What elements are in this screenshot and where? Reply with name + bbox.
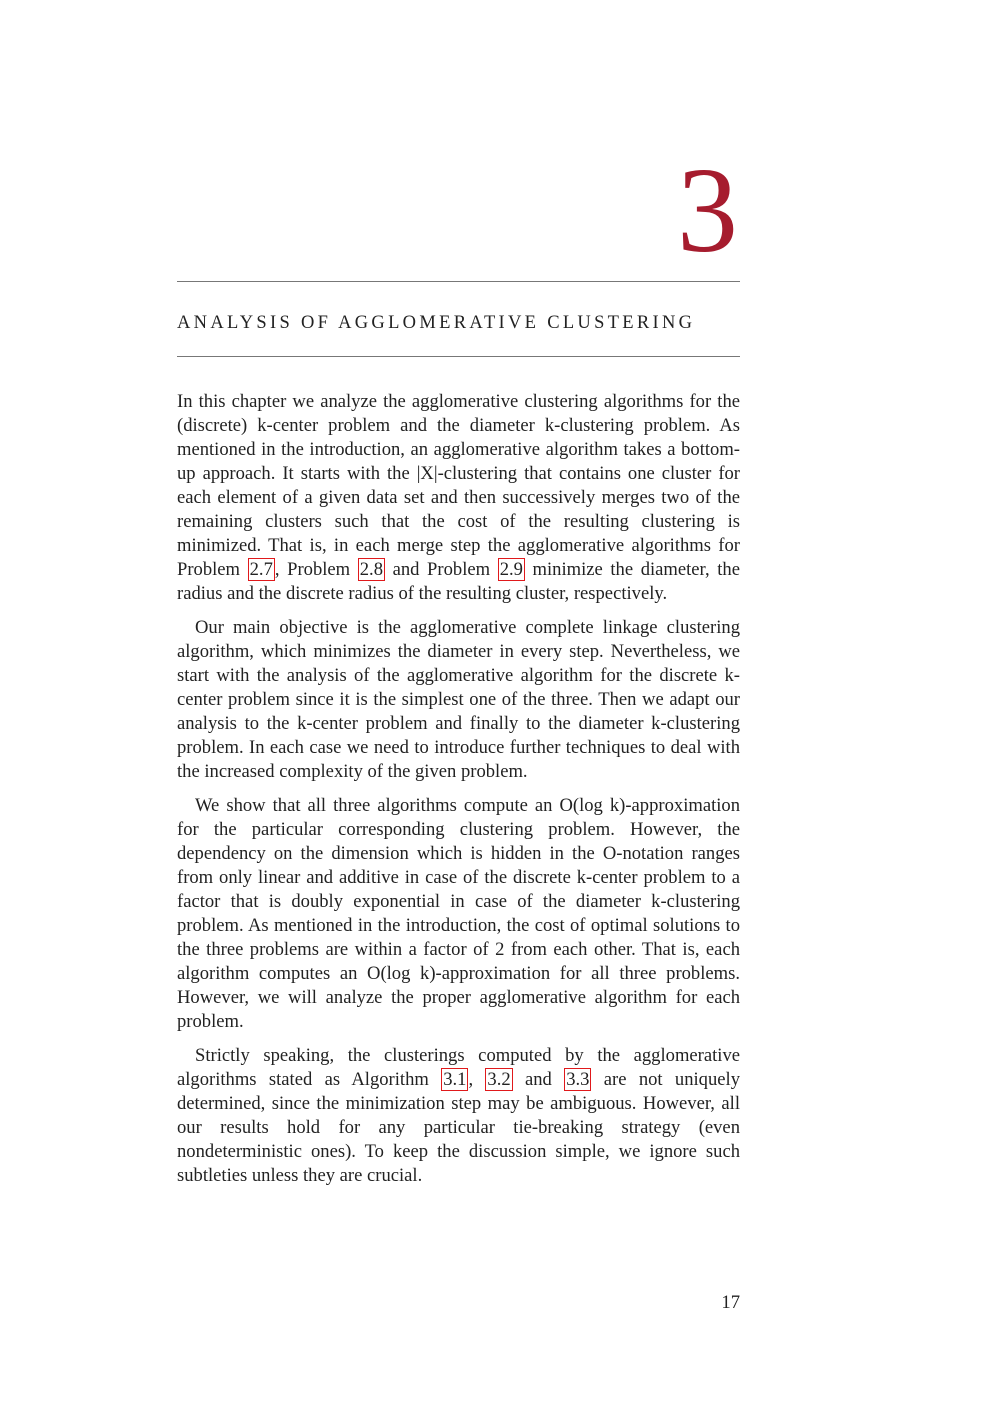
paragraph-4: Strictly speaking, the clusterings computed by the agglomerative algorithms stated as Algorithm 3.1 , 3.2 and 3.3 are not uniquely determined, since the minimization step may be ambiguous. However, all our results hold for any particular tie-breaking strategy (even nondeterministic ones). To keep the discussion simple, we ignore such subtleties unless they are crucial. [177,1045,740,1186]
paragraph-3: We show that all three algorithms compute an O(log k)-approximation for the particular corresponding clustering problem. However, the dependency on the dimension which is hidden in the O-notation ranges from only linear and additive in case of the discrete k-center problem to a factor that is doubly exponential in case of the diameter k-clustering problem. As mentioned in the introduction, the cost of optimal solutions to the three problems are within a factor of 2 from each other. That is, each algorithm computes an O(log k)-approximation for all three problems. However, we will analyze the proper agglomerative algorithm for each problem. [177,795,740,1032]
ref-algorithm-3-2[interactable]: 3.2 [487,1069,511,1090]
chapter-number: 3 [677,143,738,278]
ref-algorithm-3-3[interactable]: 3.3 [566,1069,590,1090]
body-text [177,390,740,1198]
page-number: 17 [721,1292,740,1313]
bottom-rule [177,356,740,357]
paragraph-1: In this chapter we analyze the agglomerative clustering algorithms for the (discrete) k-center problem and the diameter k-clustering problem. As mentioned in the introduction, an agglomerative algorithm takes a bottom-up approach. It starts with the |X|-clustering that contains one cluster for each element of a given data set and then successively merges two of the remaining clusters such that the cost of the resulting clustering is minimized. That is, in each merge step the agglomerative algorithms for Problem 2.7 , Problem 2.8 and Problem 2.9 minimize the diameter, the radius and the discrete radius of the resulting cluster, respectively. [177,391,740,604]
ref-problem-2-7[interactable]: 2.7 [249,559,273,580]
top-rule [177,281,740,282]
ref-problem-2-9[interactable]: 2.9 [499,559,523,580]
chapter-title: ANALYSIS OF AGGLOMERATIVE CLUSTERING [177,313,696,333]
paragraph-2: Our main objective is the agglomerative complete linkage clustering algorithm, which minimizes the diameter in every step. Nevertheless, we start with the analysis of the agglomerative algorithm for the discrete k-center problem since it is the simplest one of the three. Then we adapt our analysis to the k-center problem and finally to the diameter k-clustering problem. In each case we need to introduce further techniques to deal with the increased complexity of the given problem. [177,617,740,782]
ref-algorithm-3-1[interactable]: 3.1 [443,1069,467,1090]
ref-problem-2-8[interactable]: 2.8 [359,559,383,580]
